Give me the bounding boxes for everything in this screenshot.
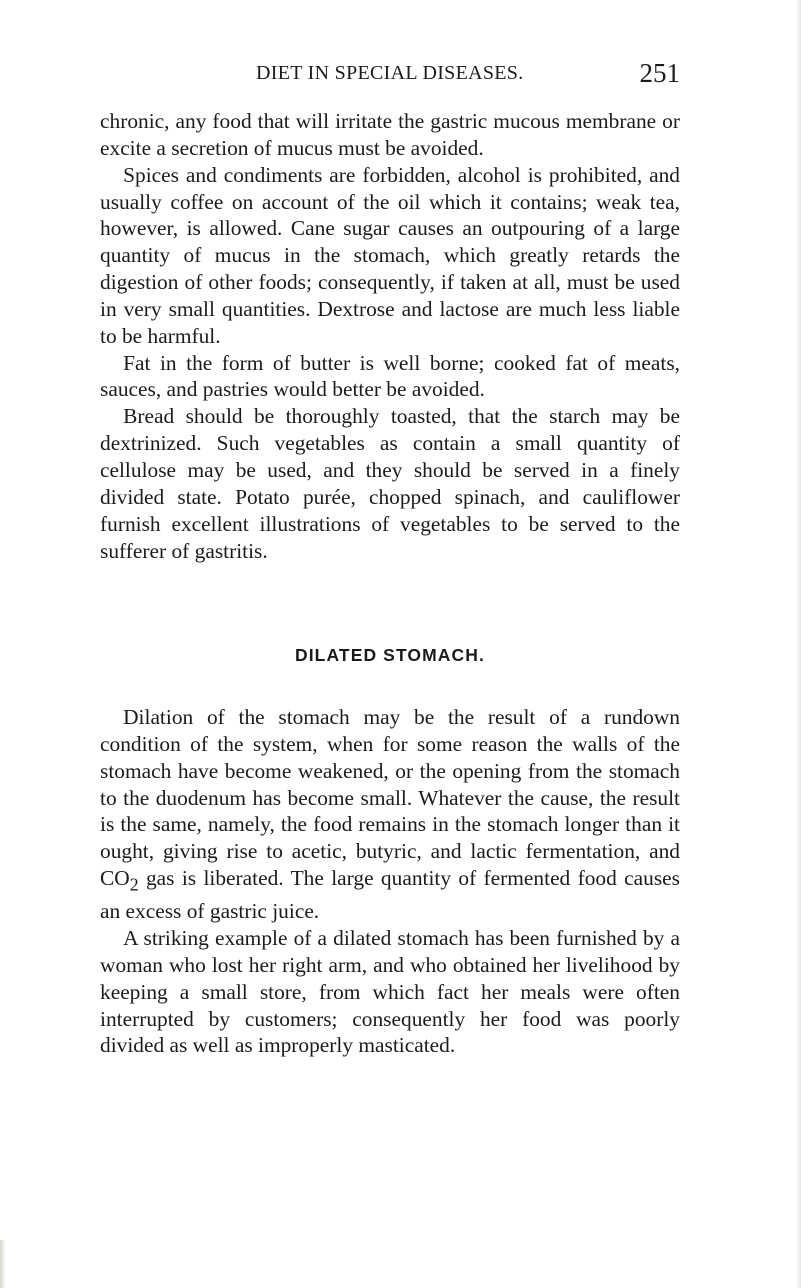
running-head [100,58,680,90]
paragraph-spices: Spices and condiments are forbidden, alcohol is prohibited, and usually coffee on account of the oil which it contains; weak tea, however, is allowed. Cane sugar causes an outpouring of a large quantity of mucus in the stomach, which greatly retards the digestion of other foods; consequently, if taken at all, must be used in very small quantities. Dextrose and lactose are much less liable to be harmful. [100,162,680,348]
paragraph-fat: Fat in the form of butter is well borne; cooked fat of meats, sauces, and pastries would better be avoided. [100,350,680,402]
page-number: 251 [639,58,680,88]
paragraph-bread: Bread should be thoroughly toasted, that the starch may be dextrinized. Such vegetables as contain a small quantity of cellulose may be used, and they should be served in a finely divided state. Potato purée, chopped spinach, and cauliflower furnish excellent illustrations of vegetables to be served to the sufferer of gastritis. [100,404,680,563]
page-corner-mark [0,1240,6,1288]
dilation-text-end: gas is liberated. The large quantity of fermented food causes an excess of gastric juice. [100,866,680,924]
gastritis-diet-text [100,108,680,564]
page-edge-shadow [796,0,801,1288]
paragraph-example: A striking example of a dilated stomach has been furnished by a woman who lost her right arm, and who obtained her livelihood by keeping a small store, from which fact her meals were often interrupted by customers; consequently her food was poorly divided as well as improperly masticated. [100,926,680,1058]
dilated-stomach-text [100,704,680,1059]
co2-subscript: 2 [129,874,139,895]
dilation-text-start: Dilation of the stomach may be the result of a rundown condition of the system, when for some reason the walls of the stomach have become weakened, or the opening from the stomach to the duodenum has become small. Whatever the cause, the result is the same, namely, the food remains in the stomach longer than it ought, giving rise to acetic, butyric, and lactic fermentation, and CO [100,705,680,891]
paragraph-dilation [100,704,680,925]
section-heading: DILATED STOMACH. [294,645,485,665]
paragraph-continued: chronic, any food that will irritate the gastric mucous membrane or excite a secretion of mucus must be avoided. [100,109,680,160]
running-title: DIET IN SPECIAL DISEASES. [256,62,524,84]
